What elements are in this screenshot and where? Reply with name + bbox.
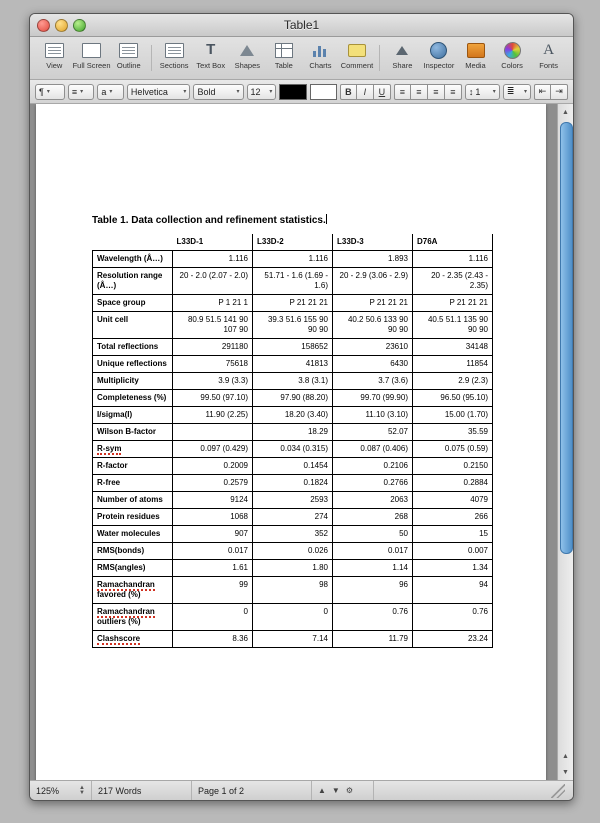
table-row-label: Wilson B-factor xyxy=(93,424,173,441)
table-caption xyxy=(92,214,492,226)
table-cell: 0 xyxy=(173,604,253,631)
table-row[interactable] xyxy=(93,543,493,560)
table-cell: 9124 xyxy=(173,492,253,509)
toolbar-label-media: Media xyxy=(465,61,486,70)
table-cell: P 21 21 21 xyxy=(333,295,413,312)
font-family-popup[interactable] xyxy=(127,84,191,100)
list-style-value: ≡ xyxy=(71,86,78,97)
document-page[interactable] xyxy=(36,104,546,780)
table-cell: 0.017 xyxy=(333,543,413,560)
bold-button[interactable]: B xyxy=(340,84,357,100)
toolbar-label-shapes: Shapes xyxy=(234,61,261,70)
layout-popup[interactable] xyxy=(97,84,124,100)
table-header-cell: L33D-2 xyxy=(253,234,333,251)
alignment-group xyxy=(394,84,462,100)
table-row[interactable] xyxy=(93,424,493,441)
scroll-up-icon[interactable]: ▲ xyxy=(562,108,569,116)
spellcheck-underline: Ramachandran xyxy=(97,607,155,616)
align-center-button[interactable]: ≡ xyxy=(411,84,428,100)
table-body xyxy=(93,234,493,648)
table-cell: 39.3 51.6 155 90 90 90 xyxy=(253,312,333,339)
toolbar-button-text-box[interactable] xyxy=(192,38,229,78)
toolbar-button-table[interactable] xyxy=(266,38,303,78)
table-row-label: RMS(angles) xyxy=(93,560,173,577)
chevron-down-icon-6: ▾ xyxy=(269,89,273,95)
table-cell: 0.76 xyxy=(333,604,413,631)
table-cell: P 1 21 1 xyxy=(173,295,253,312)
table-cell: 75618 xyxy=(173,356,253,373)
chevron-down-icon: ▾ xyxy=(46,89,50,95)
table-cell: 1.34 xyxy=(413,560,493,577)
table-cell: 0.2766 xyxy=(333,475,413,492)
table-header-cell: L33D-1 xyxy=(173,234,253,251)
table-cell: 0.76 xyxy=(413,604,493,631)
table-cell: 3.7 (3.6) xyxy=(333,373,413,390)
table-cell xyxy=(173,424,253,441)
list-style-popup[interactable] xyxy=(68,84,95,100)
text-color-swatch[interactable] xyxy=(279,84,306,100)
outline-icon xyxy=(119,41,138,59)
text-caret xyxy=(326,214,327,224)
table-cell: 291180 xyxy=(173,339,253,356)
table-cell: 11.10 (3.10) xyxy=(333,407,413,424)
table-row[interactable] xyxy=(93,458,493,475)
fullscreen-icon xyxy=(82,41,101,59)
inspector-icon xyxy=(430,41,447,59)
toolbar-label-charts: Charts xyxy=(309,61,332,70)
toolbar-button-comment[interactable] xyxy=(339,38,376,78)
table-row-label: Ramachandran outliers (%) xyxy=(93,604,173,631)
chevron-down-icon-4: ▾ xyxy=(183,89,187,95)
table-cell: 1.116 xyxy=(253,251,333,268)
table-cell: 274 xyxy=(253,509,333,526)
toolbar-label-inspector: Inspector xyxy=(423,61,455,70)
table-cell: 18.29 xyxy=(253,424,333,441)
toolbar-label-sections: Sections xyxy=(159,61,189,70)
table-row[interactable] xyxy=(93,295,493,312)
table-cell: 8.36 xyxy=(173,631,253,648)
toolbar-button-charts[interactable] xyxy=(302,38,339,78)
table-cell: 41813 xyxy=(253,356,333,373)
font-family-value: Helvetica xyxy=(130,86,168,97)
scroll-thumb[interactable] xyxy=(560,122,573,554)
colors-icon xyxy=(504,41,521,59)
table-row-label: R-factor xyxy=(93,458,173,475)
status-filler xyxy=(374,781,573,800)
table-cell: 0 xyxy=(253,604,333,631)
chevron-down-icon-2: ▾ xyxy=(80,89,84,95)
table-cell: P 21 21 21 xyxy=(413,295,493,312)
table-row-label: Completeness (%) xyxy=(93,390,173,407)
table-cell: 23.24 xyxy=(413,631,493,648)
charts-icon xyxy=(313,41,328,59)
table-row[interactable] xyxy=(93,373,493,390)
scroll-up-icon-2[interactable]: ▲ xyxy=(562,752,569,760)
table-cell: 0.026 xyxy=(253,543,333,560)
table-cell: 4079 xyxy=(413,492,493,509)
word-count: 217 Words xyxy=(92,781,192,800)
table-row[interactable] xyxy=(93,312,493,339)
toolbar-label-view: View xyxy=(46,61,63,70)
table-cell: 0.075 (0.59) xyxy=(413,441,493,458)
table-cell: 94 xyxy=(413,577,493,604)
table-cell: 2593 xyxy=(253,492,333,509)
table-cell: 51.71 - 1.6 (1.69 - 1.6) xyxy=(253,268,333,295)
decrease-indent-button[interactable]: ⇤ xyxy=(534,84,551,100)
font-size-popup[interactable] xyxy=(247,84,277,100)
previous-page-icon[interactable]: ▲ xyxy=(318,786,326,795)
scroll-down-icon[interactable]: ▼ xyxy=(562,768,569,776)
table-row[interactable] xyxy=(93,560,493,577)
chevron-down-icon-3: ▾ xyxy=(109,89,113,95)
table-cell: 268 xyxy=(333,509,413,526)
table-row[interactable] xyxy=(93,509,493,526)
table-row-label: Resolution range (Å…) xyxy=(93,268,173,295)
table-row-label: Space group xyxy=(93,295,173,312)
comment-icon xyxy=(348,41,366,59)
table-cell: 0.034 (0.315) xyxy=(253,441,333,458)
indent-group xyxy=(534,84,568,100)
toolbar-label-text-box: Text Box xyxy=(196,61,226,70)
toolbar-button-outline[interactable] xyxy=(111,38,148,78)
table-row-label xyxy=(93,631,173,648)
increase-indent-button[interactable]: ⇥ xyxy=(551,84,568,100)
table-row-label: Total reflections xyxy=(93,339,173,356)
table-cell: 80.9 51.5 141 90 107 90 xyxy=(173,312,253,339)
table-cell: 6430 xyxy=(333,356,413,373)
statistics-table[interactable] xyxy=(92,234,493,648)
table-cell: 99.70 (99.90) xyxy=(333,390,413,407)
toolbar-button-view[interactable] xyxy=(36,38,73,78)
document-content[interactable] xyxy=(92,214,492,648)
table-cell: 97.90 (88.20) xyxy=(253,390,333,407)
fill-color-swatch[interactable] xyxy=(310,84,337,100)
table-row-label: Number of atoms xyxy=(93,492,173,509)
table-cell: 15 xyxy=(413,526,493,543)
table-row-label: I/sigma(I) xyxy=(93,407,173,424)
table-row-label: Unique reflections xyxy=(93,356,173,373)
table-row[interactable] xyxy=(93,356,493,373)
font-style-popup[interactable] xyxy=(193,84,243,100)
table-cell: 1.116 xyxy=(413,251,493,268)
table-cell: 0.1454 xyxy=(253,458,333,475)
table-row-label xyxy=(93,441,173,458)
italic-button[interactable]: I xyxy=(357,84,374,100)
table-row-label: Wavelength (Å…) xyxy=(93,251,173,268)
columns-icon: ≣ xyxy=(506,86,515,96)
table-header-corner xyxy=(93,234,173,251)
fonts-icon: A xyxy=(543,42,555,58)
table-cell: 7.14 xyxy=(253,631,333,648)
columns-popup[interactable] xyxy=(503,84,531,100)
table-header-row xyxy=(93,234,493,251)
table-cell: 11.79 xyxy=(333,631,413,648)
view-icon xyxy=(45,41,64,59)
table-cell: 11.90 (2.25) xyxy=(173,407,253,424)
table-cell: 266 xyxy=(413,509,493,526)
table-cell: 0.2150 xyxy=(413,458,493,475)
table-cell: 3.8 (3.1) xyxy=(253,373,333,390)
table-cell: 0.2106 xyxy=(333,458,413,475)
table-cell: 50 xyxy=(333,526,413,543)
gear-icon[interactable]: ⚙ xyxy=(345,786,354,795)
zoom-stepper-icon[interactable]: ▲ ▼ xyxy=(79,784,85,796)
toolbar-button-full-screen[interactable] xyxy=(73,38,111,78)
table-row-label: R-free xyxy=(93,475,173,492)
table-cell: 34148 xyxy=(413,339,493,356)
align-justify-button[interactable]: ≡ xyxy=(445,84,462,100)
table-row-label: RMS(bonds) xyxy=(93,543,173,560)
table-header-cell: L33D-3 xyxy=(333,234,413,251)
table-cell: 2.9 (2.3) xyxy=(413,373,493,390)
spellcheck-underline: Ramachandran xyxy=(97,580,155,589)
chevron-down-icon-5: ▾ xyxy=(236,89,240,95)
table-row-label: Ramachandran favored (%) xyxy=(93,577,173,604)
table-cell: 0.097 (0.429) xyxy=(173,441,253,458)
font-style-value: Bold xyxy=(197,86,216,97)
font-size-value: 12 xyxy=(250,86,261,97)
table-cell: 907 xyxy=(173,526,253,543)
table-row[interactable] xyxy=(93,339,493,356)
table-row-label: Multiplicity xyxy=(93,373,173,390)
table-cell: 96 xyxy=(333,577,413,604)
table-row[interactable] xyxy=(93,251,493,268)
align-right-button[interactable]: ≡ xyxy=(428,84,445,100)
shapes-icon xyxy=(240,41,254,59)
table-row-label: Unit cell xyxy=(93,312,173,339)
table-cell: 96.50 (95.10) xyxy=(413,390,493,407)
table-row[interactable] xyxy=(93,441,493,458)
table-cell: 20 - 2.35 (2.43 - 2.35) xyxy=(413,268,493,295)
toolbar-separator-2 xyxy=(379,45,380,71)
table-cell: 52.07 xyxy=(333,424,413,441)
table-cell: 40.5 51.1 135 90 90 90 xyxy=(413,312,493,339)
table-cell: 0.2579 xyxy=(173,475,253,492)
resize-grip-icon[interactable] xyxy=(551,784,565,798)
table-cell: 1.14 xyxy=(333,560,413,577)
table-cell: 158652 xyxy=(253,339,333,356)
paragraph-style-value: ¶ xyxy=(39,86,44,97)
spellcheck-underline: R-sym xyxy=(97,444,122,453)
table-cell: 99 xyxy=(173,577,253,604)
toolbar-button-inspector[interactable] xyxy=(421,38,458,78)
table-cell: 3.9 (3.3) xyxy=(173,373,253,390)
table-row[interactable] xyxy=(93,631,493,648)
table-row-label: Protein residues xyxy=(93,509,173,526)
toolbar-button-share[interactable] xyxy=(384,38,421,78)
table-row[interactable] xyxy=(93,577,493,604)
table-cell: 99.50 (97.10) xyxy=(173,390,253,407)
vertical-scrollbar[interactable] xyxy=(557,104,573,780)
line-spacing-icon: ↕ xyxy=(468,86,474,97)
share-icon xyxy=(396,41,408,59)
document-area xyxy=(30,104,573,780)
toolbar-label-table: Table xyxy=(274,61,293,70)
table-cell: 0.007 xyxy=(413,543,493,560)
toolbar-label-fonts: Fonts xyxy=(539,61,558,70)
layout-value: a xyxy=(101,86,107,97)
table-caption-text: Table 1. Data collection and refinement statistics. xyxy=(92,215,326,226)
table-cell: 11854 xyxy=(413,356,493,373)
paragraph-style-popup[interactable] xyxy=(35,84,65,100)
table-cell: 98 xyxy=(253,577,333,604)
table-cell: 0.2009 xyxy=(173,458,253,475)
page-navigation[interactable] xyxy=(312,781,374,800)
table-row[interactable] xyxy=(93,407,493,424)
table-cell: 1.893 xyxy=(333,251,413,268)
table-row[interactable] xyxy=(93,268,493,295)
zoom-control[interactable] xyxy=(30,781,92,800)
toolbar-label-outline: Outline xyxy=(116,61,141,70)
table-icon xyxy=(275,41,293,59)
table-cell: 20 - 2.9 (3.06 - 2.9) xyxy=(333,268,413,295)
table-cell: 20 - 2.0 (2.07 - 2.0) xyxy=(173,268,253,295)
table-header-cell: D76A xyxy=(413,234,493,251)
table-row[interactable] xyxy=(93,526,493,543)
toolbar-button-fonts[interactable] xyxy=(530,38,567,78)
table-cell: 18.20 (3.40) xyxy=(253,407,333,424)
zoom-value: 125% xyxy=(36,785,60,796)
sections-icon xyxy=(165,41,184,59)
table-cell: 1068 xyxy=(173,509,253,526)
format-bar xyxy=(30,80,573,104)
document-window xyxy=(29,13,574,801)
toolbar-separator xyxy=(151,45,152,71)
toolbar xyxy=(30,37,573,80)
toolbar-button-colors[interactable] xyxy=(494,38,531,78)
toolbar-label-full-screen: Full Screen xyxy=(72,61,111,70)
page-scroll-area[interactable] xyxy=(30,104,557,780)
toolbar-button-media[interactable] xyxy=(457,38,494,78)
table-cell: 0.2884 xyxy=(413,475,493,492)
spellcheck-underline: Clashscore xyxy=(97,634,141,643)
textbox-icon: T xyxy=(206,41,216,58)
line-spacing-value: 1 xyxy=(475,86,481,97)
table-cell: 0.1824 xyxy=(253,475,333,492)
table-cell: 40.2 50.6 133 90 90 90 xyxy=(333,312,413,339)
table-cell: 0.087 (0.406) xyxy=(333,441,413,458)
media-icon xyxy=(467,41,485,59)
align-left-button[interactable]: ≡ xyxy=(394,84,411,100)
table-cell: 1.80 xyxy=(253,560,333,577)
window-title: Table1 xyxy=(283,18,320,32)
table-cell: 1.61 xyxy=(173,560,253,577)
table-row[interactable] xyxy=(93,390,493,407)
toolbar-button-sections[interactable] xyxy=(156,38,193,78)
next-page-icon[interactable]: ▼ xyxy=(331,786,340,795)
chevron-down-icon-8: ▾ xyxy=(523,89,527,95)
chevron-down-icon-7: ▾ xyxy=(492,89,496,95)
page-indicator: Page 1 of 2 xyxy=(192,781,312,800)
table-row[interactable] xyxy=(93,492,493,509)
table-cell: 2063 xyxy=(333,492,413,509)
toolbar-label-comment: Comment xyxy=(340,61,374,70)
toolbar-label-colors: Colors xyxy=(501,61,523,70)
table-cell: 15.00 (1.70) xyxy=(413,407,493,424)
text-style-group xyxy=(340,84,391,100)
status-bar xyxy=(30,780,573,800)
table-row[interactable] xyxy=(93,604,493,631)
table-cell: 23610 xyxy=(333,339,413,356)
line-spacing-popup[interactable] xyxy=(465,84,500,100)
title-bar[interactable] xyxy=(30,14,573,37)
underline-button[interactable]: U xyxy=(374,84,391,100)
table-cell: 352 xyxy=(253,526,333,543)
toolbar-button-shapes[interactable] xyxy=(229,38,266,78)
table-row-label: Water molecules xyxy=(93,526,173,543)
table-row[interactable] xyxy=(93,475,493,492)
toolbar-label-share: Share xyxy=(392,61,413,70)
table-cell: 1.116 xyxy=(173,251,253,268)
table-cell: 0.017 xyxy=(173,543,253,560)
table-cell: 35.59 xyxy=(413,424,493,441)
table-cell: P 21 21 21 xyxy=(253,295,333,312)
